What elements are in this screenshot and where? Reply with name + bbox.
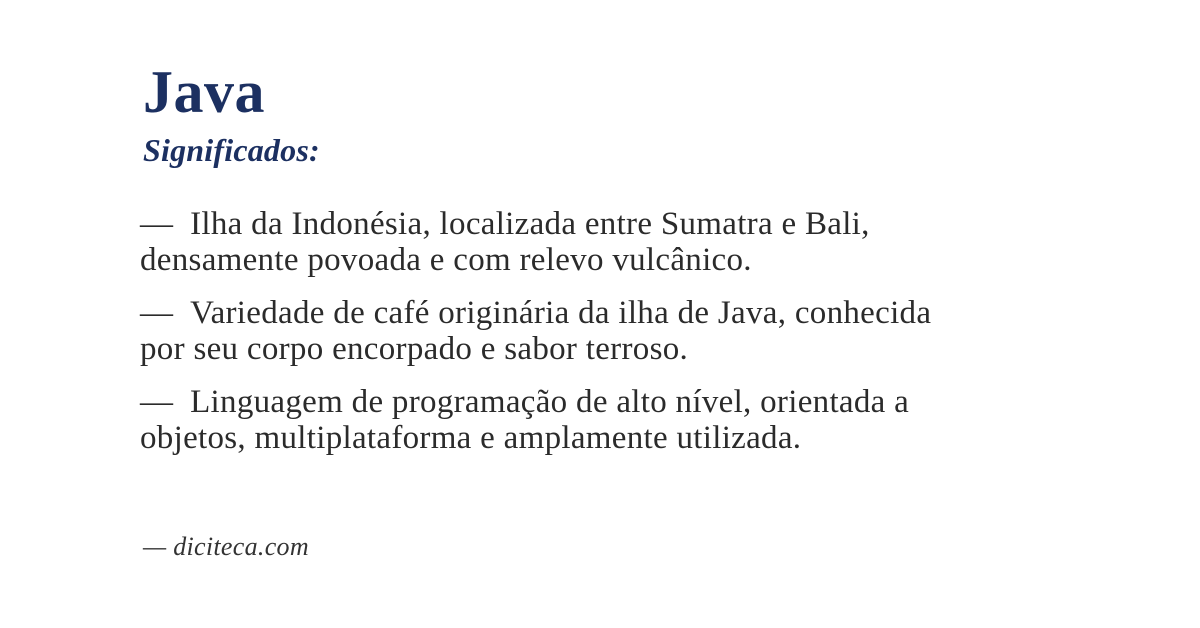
definition-item-1 (140, 206, 1150, 278)
definition-3-line-1: — Linguagem de programação de alto nível, orientada a (140, 384, 910, 420)
card-header (143, 59, 320, 169)
definition-3-line-2: objetos, multiplataforma e amplamente utilizada. (140, 420, 802, 456)
word-title: Java (143, 59, 265, 125)
definition-1-line-2: densamente povoada e com relevo vulcânico. (140, 242, 752, 278)
definition-1-line-1: — Ilha da Indonésia, localizada entre Sumatra e Bali, (140, 206, 870, 242)
site-attribution: — diciteca.com (143, 532, 309, 561)
definition-2-line-2: por seu corpo encorpado e sabor terroso. (140, 331, 689, 367)
meanings-subtitle: Significados: (143, 132, 320, 168)
definition-item-2 (140, 295, 1150, 367)
definitions-list (140, 206, 1150, 473)
definition-2-line-1: — Variedade de café originária da ilha de Java, conhecida (140, 295, 932, 331)
definition-item-3 (140, 384, 1150, 456)
